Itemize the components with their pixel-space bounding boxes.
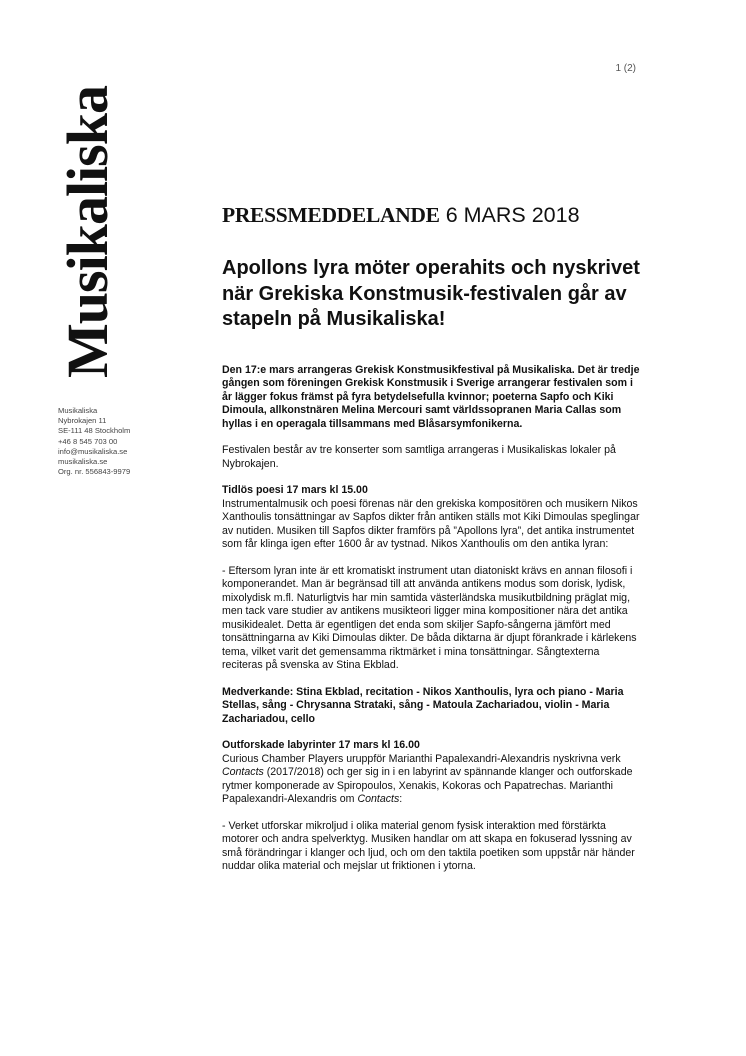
concert2-text: Curious Chamber Players uruppför Marianthi Papalexandri-Alexandris nyskrivna verk (222, 752, 621, 765)
address-line: Musikaliska (58, 406, 98, 415)
press-label: PRESSMEDDELANDE (222, 203, 440, 227)
address-org-number: Org. nr. 556843-9979 (58, 467, 131, 477)
concert2-title: Outforskade labyrinter 17 mars kl 16.00 (222, 739, 420, 751)
concert1-quote: - Eftersom lyran inte är ett kromatiskt instrument utan diatoniskt krävs en annan filosofi i komponerandet. Man är begränsad till att använda antikens modus som dorisk, lydisk, mixolydisk m.fl. Naturligtvis har min samtida västerländska musikutbildning präglat mig, men tack vare studier av antikens musikteori ligger mina kompositioner nära det antika musikidealet. Detta är egentligen det enda som skiljer Sapfo-sångerna jämfört med tonsättningarna av Kiki Dimoulas dikter. De båda diktarna är djupt förankrade i kärlekens tema, vilket varit det gemensamma riktmärket i mina tonsättningar. Sångtexterna reciteras på svenska av Stina Ekblad. (222, 564, 637, 671)
address-block (58, 406, 188, 477)
press-date: 6 MARS 2018 (445, 203, 580, 227)
concert1-title: Tidlös poesi 17 mars kl 15.00 (222, 484, 368, 496)
lead-paragraph: Den 17:e mars arrangeras Grekisk Konstmusikfestival på Musikaliska. Det är tredje gången som föreningen Grekisk Konstmusik i Sverige arrangerar festivalen som i år lägger fokus främst på fyra betydelsefulla kvinnor; poeterna Sapfo och Kiki Dimoula, allkonstnären Melina Mercouri samt världssopranen Maria Callas som hyllas i en operagala tillsammans med Blåsarsymfonikerna. (222, 363, 640, 430)
concert2-text-cont: (2017/2018) och ger sig in i en labyrint av spännande klanger och outforskade rytmer komponerade av Spiropoulos, Xenakis, Kokoras och Papatrechas. Marianthi Papalexandri-Alexandris om (222, 766, 633, 805)
address-phone: +46 8 545 703 00 (58, 436, 118, 446)
intro-paragraph: Festivalen består av tre konserter som samtliga arrangeras i Musikaliskas lokaler på Nybrokajen. (222, 444, 616, 470)
concert1-paragraph (222, 484, 642, 552)
headline: Apollons lyra möter operahits och nyskrivet när Grekiska Konstmusik-festivalen går av stapeln på Musikaliska! (222, 257, 640, 330)
address-website: musikaliska.se (58, 457, 108, 467)
concert2-paragraph (222, 739, 642, 807)
press-release-body (222, 200, 642, 887)
concert1-credits: Medverkande: Stina Ekblad, recitation - Nikos Xanthoulis, lyra och piano - Maria Stellas, sång - Chrysanna Strataki, sång - Matoula Zachariadou, violin - Maria Zachariadou, cello (222, 685, 624, 725)
concert2-quote: - Verket utforskar mikroljud i olika material genom fysisk interaktion med förstärkta motorer och andra spelverktyg. Musiken handlar om att skapa en fokuserad lyssning av små förändringar i klanger och ljud, och om den taktila poetiken som uppstår när händer nuddar olika material och mejslar ut friktionen i ytorna. (222, 819, 635, 872)
page-number: 1 (2) (615, 63, 636, 74)
concert2-text-end: : (399, 793, 403, 805)
address-email: info@musikaliska.se (58, 446, 128, 456)
press-heading (222, 200, 642, 230)
concert1-text: Instrumentalmusik och poesi förenas när den grekiska kompositören och musikern Nikos Xanthoulis tonsättningar av Sapfos dikter från antiken ställs mot Kiki Dimoulas speglingar av nutiden. Musiken till Sapfos dikter framförs på ”Apollons lyra”, det antika instrumentet som får klinga igen efter 1600 år av tystnad. Nikos Xanthoulis om den antika lyran: (222, 497, 640, 550)
address-line: Nybrokajen 11 (58, 416, 107, 426)
concert2-work-title: Contacts (222, 766, 264, 778)
musikaliska-logo: Musikaliska (55, 86, 120, 378)
concert2-work-title-2: Contacts (357, 793, 400, 805)
address-line: SE-111 48 Stockholm (58, 426, 131, 436)
